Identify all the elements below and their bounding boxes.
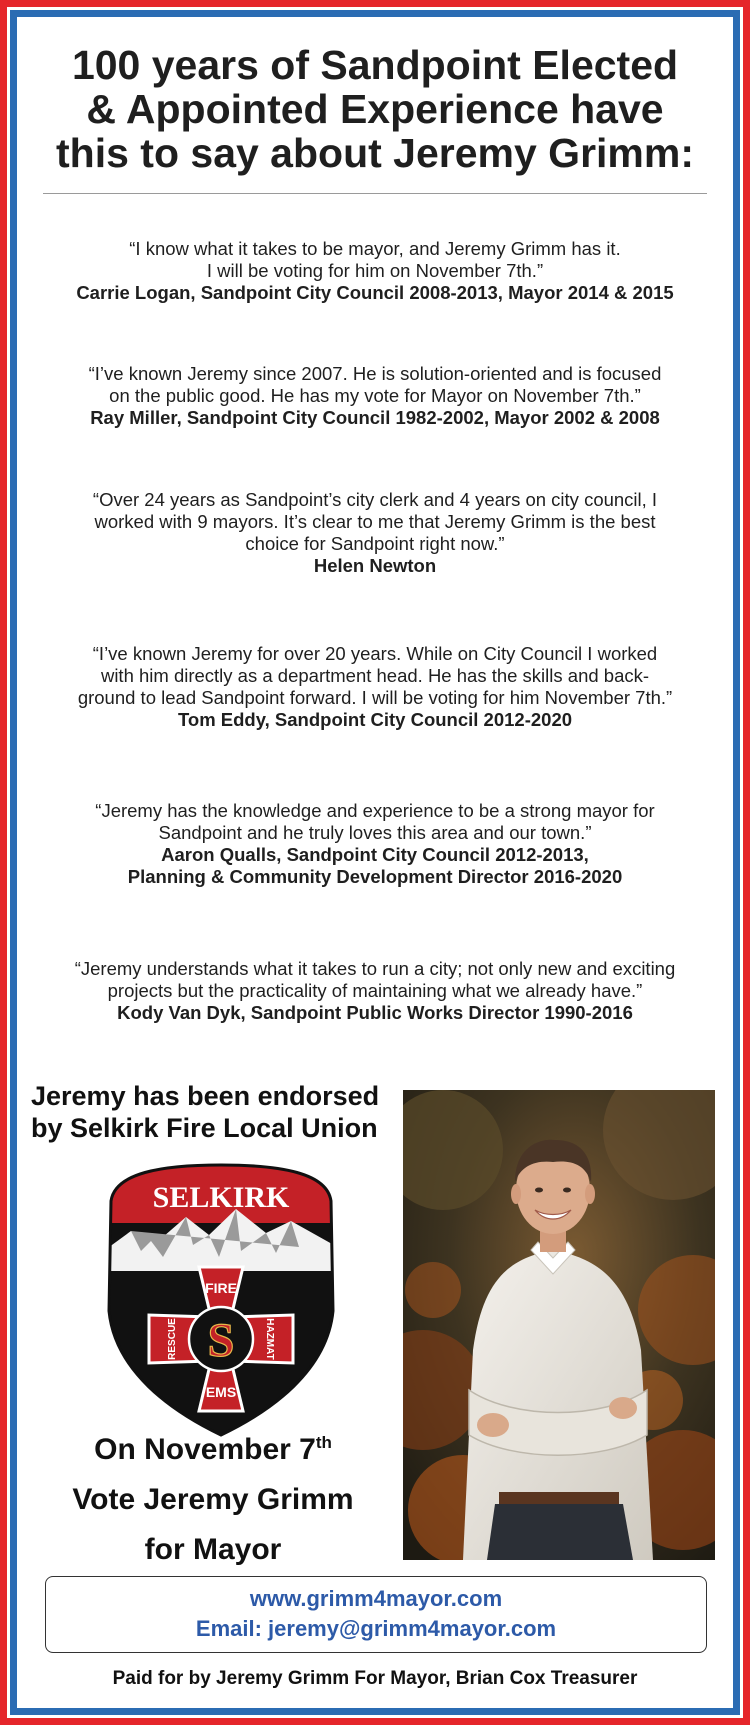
- quote-block: [23, 958, 727, 1024]
- quote-text: “I’ve known Jeremy for over 20 years. While on City Council I worked with him directly as a department head. He has the skills and back- ground to lead Sandpoint forward. I will be voting for him November 7th.”: [77, 643, 673, 708]
- vote-date-suffix: th: [315, 1433, 332, 1452]
- badge-right-label: HAZMAT: [264, 1318, 275, 1360]
- vote-line-2: Vote Jeremy Grimm: [72, 1483, 354, 1516]
- vote-line-1: [33, 1425, 393, 1475]
- quote-block: [23, 489, 727, 577]
- badge-top-label: FIRE: [205, 1280, 237, 1296]
- quote-text: “Jeremy understands what it takes to run a city; not only new and exciting projects but the practicality of maintaining what we already have.”: [74, 958, 676, 1001]
- candidate-photo: [403, 1090, 715, 1560]
- quote-text: “Over 24 years as Sandpoint’s city clerk and 4 years on city council, I worked with 9 mayors. It’s clear to me that Jeremy Grimm is the best choice for Sandpoint right now.”: [92, 489, 658, 554]
- paid-for-disclaimer: Paid for by Jeremy Grimm For Mayor, Brian Cox Treasurer: [112, 1668, 638, 1689]
- badge-left-label: RESCUE: [167, 1318, 178, 1360]
- quote-author: Ray Miller, Sandpoint City Council 1982-2002, Mayor 2002 & 2008: [90, 407, 660, 428]
- ad-content: [23, 23, 727, 1702]
- selkirk-fire-badge: [101, 1161, 341, 1439]
- website-link[interactable]: www.grimm4mayor.com: [249, 1586, 503, 1611]
- quote-author: Helen Newton: [313, 555, 437, 576]
- quote-block: [23, 800, 727, 888]
- quote-text: “I know what it takes to be mayor, and Jeremy Grimm has it. I will be voting for him on November 7th.”: [129, 238, 621, 281]
- quote-block: [23, 363, 727, 429]
- contact-box: [45, 1576, 707, 1653]
- vote-message: [33, 1425, 393, 1575]
- quote-text: “I’ve known Jeremy since 2007. He is solution-oriented and is focused on the public good. He has my vote for Mayor on November 7th.”: [88, 363, 662, 406]
- quote-author: Kody Van Dyk, Sandpoint Public Works Director 1990-2016: [117, 1002, 633, 1023]
- quote-author: Carrie Logan, Sandpoint City Council 2008-2013, Mayor 2014 & 2015: [76, 282, 674, 303]
- divider-line: [43, 193, 707, 194]
- quote-block: [23, 238, 727, 304]
- quote-text: “Jeremy has the knowledge and experience to be a strong mayor for Sandpoint and he truly loves this area and our town.”: [95, 800, 655, 843]
- vote-line-3: for Mayor: [144, 1533, 282, 1566]
- badge-name: SELKIRK: [152, 1181, 290, 1214]
- vote-date: On November 7: [94, 1433, 316, 1466]
- headline: 100 years of Sandpoint Elected & Appointed Experience have this to say about Jeremy Grimm:: [56, 42, 694, 176]
- email-link[interactable]: Email: jeremy@grimm4mayor.com: [195, 1616, 557, 1641]
- badge-letter: S: [207, 1314, 235, 1367]
- badge-bottom-label: EMS: [205, 1384, 237, 1400]
- quote-block: [23, 643, 727, 731]
- endorsement-text: Jeremy has been endorsed by Selkirk Fire Local Union: [31, 1081, 380, 1143]
- quote-author: Tom Eddy, Sandpoint City Council 2012-2020: [177, 709, 573, 730]
- quote-author: Aaron Qualls, Sandpoint City Council 2012-2013, Planning & Community Development Director 2016-2020: [127, 844, 623, 887]
